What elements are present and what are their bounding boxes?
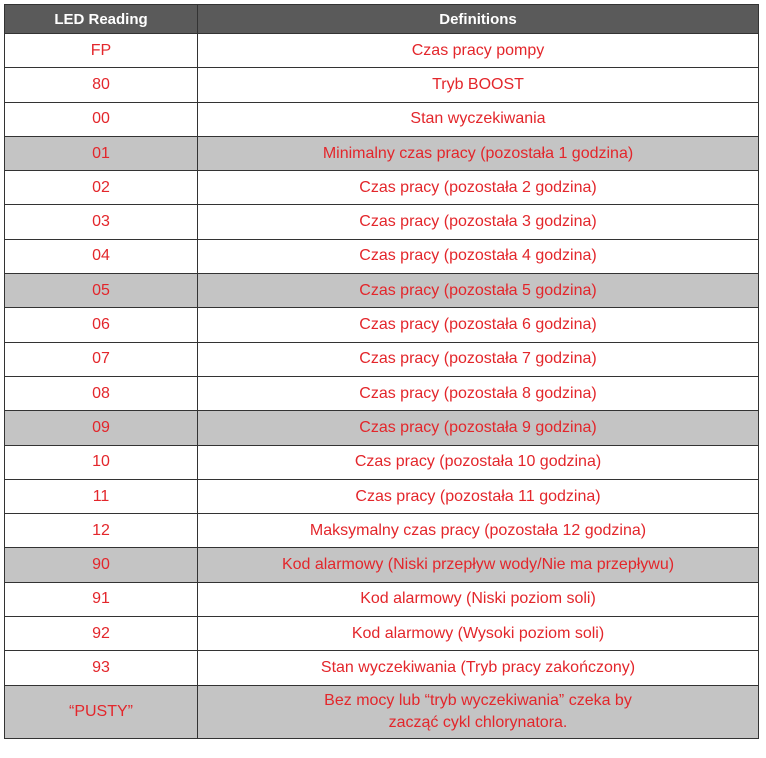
- led-code-cell: 80: [5, 68, 198, 102]
- table-body: [5, 34, 759, 739]
- table-row: [5, 479, 759, 513]
- led-code-cell: 04: [5, 239, 198, 273]
- definition-cell: Maksymalny czas pracy (pozostała 12 godzina): [198, 514, 759, 548]
- led-readings-table: [4, 4, 759, 739]
- table-row: [5, 582, 759, 616]
- led-code-cell: “PUSTY”: [5, 685, 198, 738]
- led-code-cell: 07: [5, 342, 198, 376]
- led-code-cell: 93: [5, 651, 198, 685]
- definition-cell: Czas pracy (pozostała 6 godzina): [198, 308, 759, 342]
- led-code-cell: 02: [5, 171, 198, 205]
- definition-cell: Czas pracy (pozostała 5 godzina): [198, 274, 759, 308]
- table-row: [5, 34, 759, 68]
- definition-cell: Czas pracy (pozostała 4 godzina): [198, 239, 759, 273]
- led-code-cell: 01: [5, 136, 198, 170]
- definition-cell: Stan wyczekiwania: [198, 102, 759, 136]
- led-code-cell: 06: [5, 308, 198, 342]
- definition-cell: Kod alarmowy (Niski przepływ wody/Nie ma przepływu): [198, 548, 759, 582]
- definition-cell: Czas pracy (pozostała 9 godzina): [198, 411, 759, 445]
- definition-cell: Tryb BOOST: [198, 68, 759, 102]
- table-row: [5, 68, 759, 102]
- table-row: [5, 617, 759, 651]
- definition-cell: Czas pracy (pozostała 11 godzina): [198, 479, 759, 513]
- table-row: [5, 102, 759, 136]
- table-row: [5, 514, 759, 548]
- definition-cell: Czas pracy (pozostała 10 godzina): [198, 445, 759, 479]
- led-code-cell: 11: [5, 479, 198, 513]
- table-row: [5, 342, 759, 376]
- definition-cell: Czas pracy (pozostała 3 godzina): [198, 205, 759, 239]
- definition-cell: Czas pracy (pozostała 8 godzina): [198, 376, 759, 410]
- table-row: [5, 445, 759, 479]
- table-row-pusty: [5, 685, 759, 738]
- table-row: [5, 376, 759, 410]
- definition-cell: [198, 685, 759, 738]
- definition-cell: Czas pracy pompy: [198, 34, 759, 68]
- table-row: [5, 274, 759, 308]
- definition-cell: Czas pracy (pozostała 2 godzina): [198, 171, 759, 205]
- table-row: [5, 411, 759, 445]
- definition-cell: Minimalny czas pracy (pozostała 1 godzina): [198, 136, 759, 170]
- led-code-cell: 00: [5, 102, 198, 136]
- led-code-cell: 08: [5, 376, 198, 410]
- definition-cell: Kod alarmowy (Wysoki poziom soli): [198, 617, 759, 651]
- led-code-cell: 05: [5, 274, 198, 308]
- led-code-cell: 92: [5, 617, 198, 651]
- table-row: [5, 136, 759, 170]
- table-row: [5, 205, 759, 239]
- definition-line-2: zacząć cykl chlorynatora.: [388, 713, 568, 731]
- led-code-cell: 09: [5, 411, 198, 445]
- table-row: [5, 651, 759, 685]
- definition-line-1: Bez mocy lub “tryb wyczekiwania” czeka by: [324, 691, 632, 709]
- header-led-reading: LED Reading: [5, 5, 198, 34]
- led-table-wrapper: [4, 4, 759, 739]
- table-row: [5, 239, 759, 273]
- definition-cell: Czas pracy (pozostała 7 godzina): [198, 342, 759, 376]
- led-code-cell: FP: [5, 34, 198, 68]
- led-code-cell: 10: [5, 445, 198, 479]
- led-code-cell: 91: [5, 582, 198, 616]
- definition-cell: Stan wyczekiwania (Tryb pracy zakończony): [198, 651, 759, 685]
- table-row: [5, 171, 759, 205]
- table-header-row: [5, 5, 759, 34]
- table-row: [5, 308, 759, 342]
- led-code-cell: 03: [5, 205, 198, 239]
- table-row: [5, 548, 759, 582]
- led-code-cell: 90: [5, 548, 198, 582]
- led-code-cell: 12: [5, 514, 198, 548]
- definition-cell: Kod alarmowy (Niski poziom soli): [198, 582, 759, 616]
- header-definitions: Definitions: [198, 5, 759, 34]
